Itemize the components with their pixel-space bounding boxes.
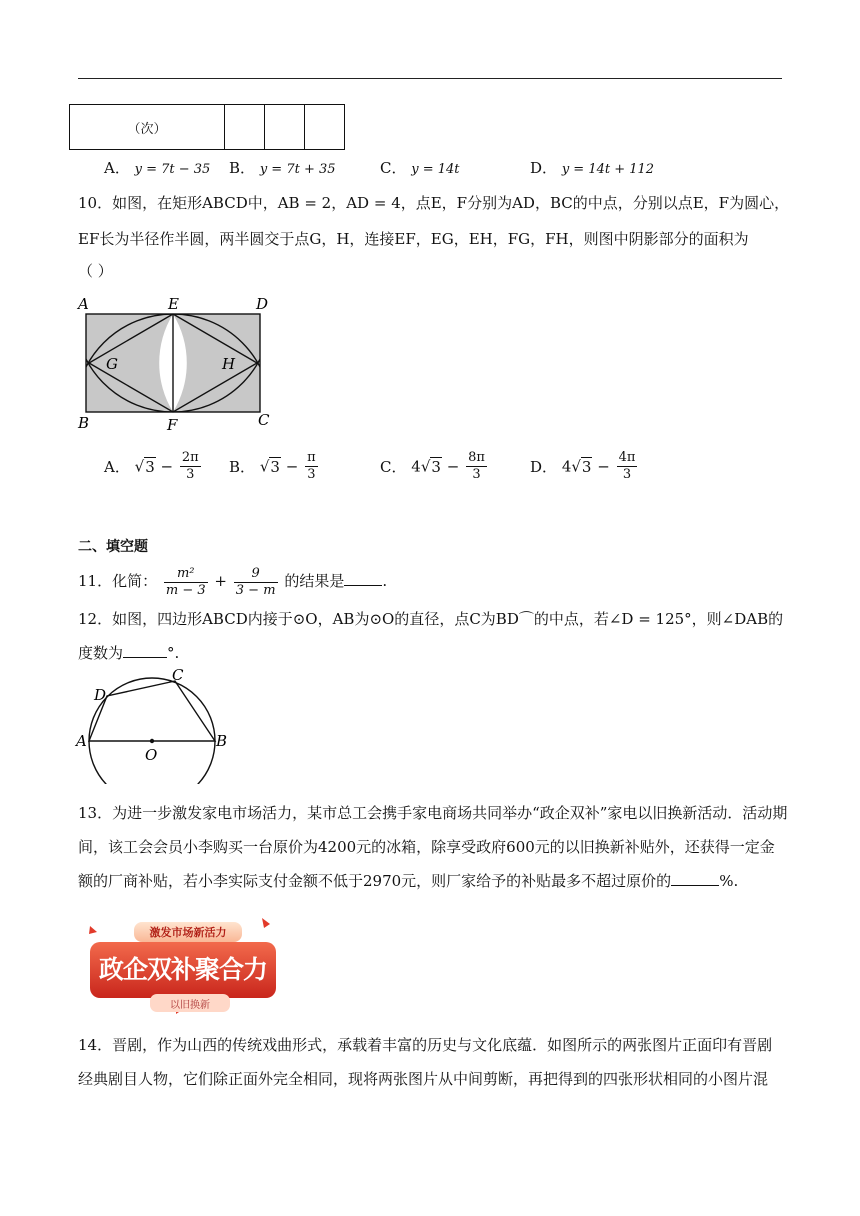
label-g: G <box>106 355 118 373</box>
sqrt-sign: √ <box>420 457 431 476</box>
q10-figure <box>72 292 282 434</box>
label-h: H <box>222 355 236 373</box>
q10-line-2: EF长为半径作半圆，两半圆交于点G，H，连接EF，EG，EH，FG，FH，则图中阴影部分的面积为 <box>78 230 749 248</box>
fraction-numerator: 2π <box>181 450 199 465</box>
table-cell <box>305 105 345 150</box>
q9-option-d[interactable] <box>530 157 654 178</box>
plus-sign: + <box>214 572 227 590</box>
q9-option-c[interactable] <box>380 157 460 178</box>
option-radicand: 3 <box>431 457 441 476</box>
option-radicand: 3 <box>581 457 592 476</box>
fraction-numerator: 4π <box>618 450 636 465</box>
minus-sign: − <box>285 457 299 476</box>
q11-fraction-2 <box>234 566 278 599</box>
q14-line-2: 经典剧目人物，它们除正面外完全相同，现将两张图片从中间剪断，再把得到的四张形状相同的小图片混 <box>78 1070 769 1088</box>
option-letter: C． <box>380 458 407 476</box>
label-d: D <box>94 686 107 704</box>
option-coef: 4 <box>561 457 572 476</box>
label-o: O <box>145 746 158 764</box>
q12-figure <box>72 664 242 784</box>
option-expr: y = 7t + 35 <box>259 162 336 177</box>
option-letter: A． <box>104 458 130 476</box>
policy-banner-image <box>84 914 280 1020</box>
option-letter: D． <box>530 458 558 476</box>
q10-option-d[interactable] <box>530 450 639 483</box>
q10-option-a[interactable] <box>104 450 203 483</box>
option-radicand: 3 <box>145 457 155 476</box>
q13-end: %. <box>719 872 739 890</box>
label-b: B <box>216 732 228 750</box>
option-fraction <box>466 450 487 483</box>
fraction-denominator: 3 <box>472 467 481 482</box>
table-cell <box>225 105 265 150</box>
q11-end: . <box>382 572 388 590</box>
option-fraction <box>180 450 201 483</box>
fraction-denominator: m − 3 <box>165 582 206 598</box>
table-label-cell: （次） <box>70 105 225 150</box>
option-letter: A． <box>104 159 130 177</box>
table-cell <box>265 105 305 150</box>
banner-top-text: 激发市场新活力 <box>149 926 227 939</box>
q12-line-2 <box>78 642 782 664</box>
q11-suffix: 的结果是 <box>284 572 345 590</box>
q11-fraction-1 <box>164 566 208 599</box>
q14-line-1: 14．晋剧，作为山西的传统戏曲形式，承载着丰富的历史与文化底蕴．如图所示的两张图片正面印有晋剧 <box>78 1036 773 1054</box>
section-title: 二、填空题 <box>78 539 148 555</box>
fraction-numerator: 9 <box>234 566 278 583</box>
circle-o <box>89 678 215 784</box>
frequency-table <box>69 104 345 150</box>
fraction-numerator: π <box>307 450 316 465</box>
q13-line-3 <box>78 870 782 892</box>
label-c: C <box>258 411 270 429</box>
label-f: F <box>167 416 178 434</box>
label-c: C <box>172 666 184 684</box>
option-coef: 4 <box>411 457 421 476</box>
fraction-numerator: 8π <box>468 450 485 465</box>
q13-prefix: 额的厂商补贴，若小李实际支付金额不低于2970元，则厂家给予的补贴最多不超过原价的 <box>78 872 672 890</box>
option-expr: y = 14t <box>411 162 460 177</box>
q12-prefix: 度数为 <box>78 644 124 662</box>
banner-main-text: 政企双补聚合力 <box>98 955 267 984</box>
option-fraction <box>305 450 318 483</box>
q12-line-1: 12．如图，四边形ABCD内接于⊙O，AB为⊙O的直径，点C为BD⌒的中点，若∠D = 125°，则∠DAB的 <box>78 610 784 628</box>
quadrilateral-abcd <box>89 681 215 741</box>
option-expr: y = 7t − 35 <box>134 162 211 177</box>
q13-line-1: 13．为进一步激发家电市场活力，某市总工会携手家电商场共同举办“政企双补”家电以旧换新活动．活动期 <box>78 804 788 822</box>
minus-sign: − <box>446 457 460 476</box>
option-letter: B． <box>229 458 256 476</box>
option-letter: D． <box>530 159 558 177</box>
label-b: B <box>78 414 90 432</box>
sqrt-sign: √ <box>571 457 581 476</box>
q10-option-b[interactable] <box>229 450 320 483</box>
q12-end: °. <box>167 644 180 662</box>
q10-line-3: （ ） <box>78 262 113 280</box>
answer-blank[interactable] <box>671 885 719 886</box>
label-a: A <box>78 295 89 313</box>
label-e: E <box>168 295 179 313</box>
fraction-denominator: 3 − m <box>235 582 276 598</box>
option-expr: y = 14t + 112 <box>561 162 655 177</box>
sqrt-sign: √ <box>259 457 270 476</box>
q9-option-b[interactable] <box>229 157 336 178</box>
option-letter: C． <box>380 159 407 177</box>
label-a: A <box>76 732 87 750</box>
q9-option-a[interactable] <box>104 157 210 178</box>
sqrt-sign: √ <box>134 457 145 476</box>
center-point <box>150 739 154 743</box>
section-heading <box>78 536 148 556</box>
option-letter: B． <box>229 159 256 177</box>
q11-line <box>78 563 782 599</box>
minus-sign: − <box>597 457 610 476</box>
option-fraction <box>617 450 638 483</box>
q11-prefix: 11．化简： <box>78 572 158 590</box>
fraction-denominator: 3 <box>307 467 316 482</box>
fraction-denominator: 3 <box>622 467 632 482</box>
answer-blank[interactable] <box>344 585 382 586</box>
option-radicand: 3 <box>270 457 280 476</box>
banner-bottom-text: 以旧换新 <box>170 1000 210 1011</box>
q10-line-1: 10．如图，在矩形ABCD中，AB = 2，AD = 4，点E，F分别为AD，BC的中点，分别以点E，F为圆心， <box>78 194 790 212</box>
answer-blank[interactable] <box>123 657 167 658</box>
header-rule <box>78 78 782 79</box>
label-d: D <box>256 295 269 313</box>
fraction-numerator: m² <box>164 566 208 583</box>
q10-option-c[interactable] <box>380 450 489 483</box>
fraction-denominator: 3 <box>186 467 195 482</box>
q13-line-2: 间，该工会会员小李购买一台原价为4200元的冰箱，除享受政府600元的以旧换新补贴外，还获得一定金 <box>78 838 775 856</box>
minus-sign: − <box>160 457 174 476</box>
